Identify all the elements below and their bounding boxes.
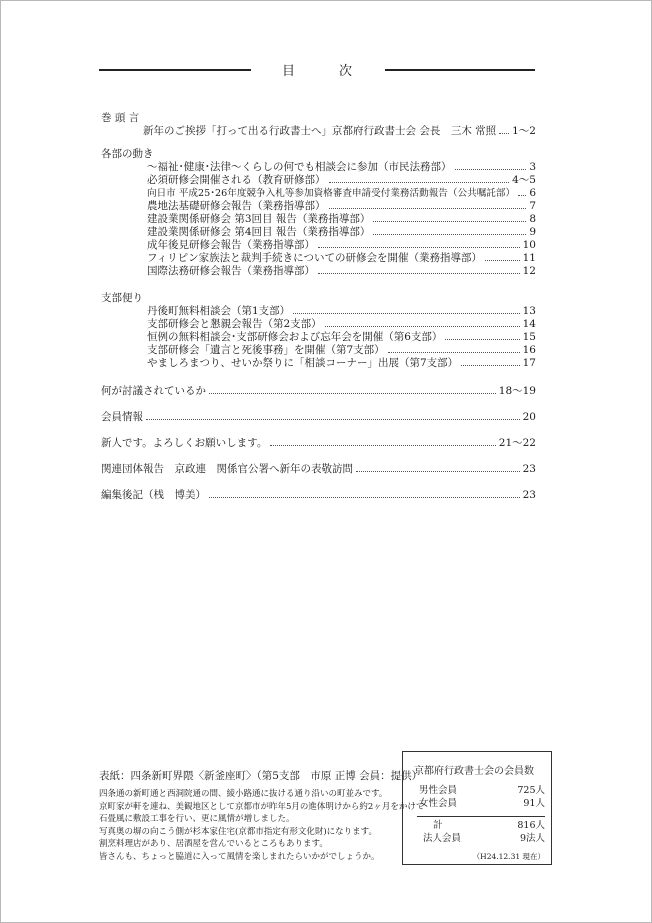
toc-entry[interactable] — [101, 174, 536, 187]
entry-label: 必須研修会開催される（教育研修部） — [147, 174, 326, 186]
cover-line: 四条通の新町通と西洞院通の間、綾小路通に抜ける通り沿いの町並みです。 — [99, 789, 388, 799]
total-rule — [417, 816, 545, 817]
toc-entry[interactable] — [101, 265, 536, 278]
member-row-female — [419, 798, 545, 810]
entry-page: 9 — [529, 226, 536, 238]
dot-leader — [318, 239, 520, 248]
dot-leader — [209, 385, 496, 394]
cover-line: 割烹料理店があり、居酒屋を営んでいるところもあります。 — [99, 839, 328, 850]
toc-entry[interactable] — [101, 213, 536, 226]
toc-section-preface — [101, 112, 536, 138]
entry-label: 支部研修会と懇親会報告（第2支部） — [147, 318, 322, 330]
toc-entry[interactable] — [101, 318, 536, 331]
toc-entry[interactable] — [101, 489, 536, 502]
entry-page: 3 — [529, 161, 536, 173]
entry-page: 1～2 — [512, 125, 536, 137]
member-label: 計 — [433, 820, 443, 831]
entry-label: ～福祉･健康･法律～くらしの何でも相談会に参加（市民法務部） — [147, 161, 452, 173]
entry-label: 会員情報 — [101, 411, 143, 423]
toc-entry[interactable] — [101, 331, 536, 344]
member-label: 法人会員 — [423, 833, 462, 844]
section-heading: 各部の動き — [101, 148, 154, 160]
dot-leader — [318, 265, 520, 274]
entry-label: 向日市 平成25･26年度競争入札等参加資格審査申請受付業務活動報告（公共嘱託部） — [147, 188, 516, 199]
member-value: 816人 — [517, 820, 545, 831]
entry-page: 17 — [522, 357, 536, 369]
toc-entry[interactable] — [101, 187, 536, 200]
cover-line: 写真奥の塀の向こう側が杉本家住宅(京都市指定有形文化財)になります。 — [99, 826, 377, 837]
entry-page: 15 — [522, 331, 536, 343]
entry-label: 建設業関係研修会 第3回目 報告（業務指導部） — [147, 213, 371, 225]
member-value: 725人 — [517, 785, 545, 796]
entry-page: 4～5 — [512, 174, 536, 186]
member-row-total — [419, 820, 545, 832]
entry-page: 13 — [522, 305, 536, 317]
member-count-date: （H24.12.31 現在） — [472, 852, 545, 861]
toc-entry[interactable] — [101, 357, 536, 370]
entry-page: 18～19 — [498, 385, 536, 397]
cover-caption — [99, 770, 425, 864]
entry-page: 6 — [529, 187, 536, 199]
toc-entry[interactable] — [101, 411, 536, 424]
dot-leader — [445, 331, 519, 340]
entry-label: 農地法基礎研修会報告（業務指導部） — [147, 200, 326, 212]
member-row-male — [419, 785, 545, 797]
entry-label: 成年後見研修会報告（業務指導部） — [147, 239, 315, 251]
toc-entry[interactable] — [101, 125, 536, 138]
title-char-1: 目 — [282, 64, 296, 79]
dot-leader — [373, 213, 526, 222]
entry-page: 12 — [522, 265, 536, 277]
entry-page: 20 — [522, 411, 536, 423]
entry-label: フィリピン家族法と裁判手続きについての研修会を開催（業務指導部） — [147, 252, 482, 264]
member-box-title: 京都府行政書士会の会員数 — [414, 766, 534, 777]
member-label: 男性会員 — [419, 785, 458, 796]
cover-line: 皆さんも、ちょっと脇道に入って風情を楽しまれたらいかがでしょうか。 — [99, 851, 380, 862]
toc-entry[interactable] — [101, 252, 536, 265]
entry-label: 新年のご挨拶「打って出る行政書士へ」京都府行政書士会 会長 三木 常照 — [143, 125, 497, 137]
toc-entry[interactable] — [101, 161, 536, 174]
entry-label: 編集後記（桟 博美） — [101, 489, 206, 501]
toc-entry[interactable] — [101, 226, 536, 239]
dot-leader — [146, 411, 520, 420]
entry-label: やましろまつり、せいか祭りに「相談コーナー」出展（第7支部） — [147, 357, 459, 369]
cover-line: 石畳風に敷設工事を行い、更に風情が増しました。 — [99, 814, 295, 825]
toc-section-departments — [101, 148, 536, 278]
title-char-2: 次 — [339, 64, 353, 79]
dot-leader — [485, 252, 520, 261]
dot-leader — [293, 305, 519, 314]
dot-leader — [329, 200, 527, 209]
entry-page: 7 — [529, 200, 536, 212]
toc-entry[interactable] — [101, 437, 536, 450]
dot-leader — [388, 344, 520, 353]
entry-page: 10 — [522, 239, 536, 251]
cover-title: 表紙：四条新町界隈〈新釜座町〉（第5支部 市原 正博 会員：提供） — [99, 770, 423, 782]
entry-page: 23 — [522, 463, 536, 475]
dot-leader — [461, 357, 519, 366]
member-count-box — [402, 751, 552, 865]
dot-leader — [270, 437, 495, 446]
member-value: 9法人 — [519, 833, 545, 844]
section-heading: 支部便り — [101, 292, 143, 304]
dot-leader — [325, 318, 520, 327]
title-rule-left — [99, 69, 251, 71]
dot-leader — [455, 161, 527, 170]
entry-label: 丹後町無料相談会（第1支部） — [147, 305, 291, 317]
toc-entry[interactable] — [101, 239, 536, 252]
entry-label: 支部研修会「遺言と死後事務」を開催（第7支部） — [147, 344, 385, 356]
entry-label: 関連団体報告 京政連 関係官公署へ新年の表敬訪問 — [101, 463, 353, 475]
dot-leader — [209, 489, 520, 498]
entry-page: 14 — [522, 318, 536, 330]
dot-leader — [356, 463, 520, 472]
toc-entry[interactable] — [101, 463, 536, 476]
toc-entry[interactable] — [101, 200, 536, 213]
entry-label: 何が討議されているか — [101, 385, 206, 397]
entry-page: 8 — [529, 213, 536, 225]
entry-label: 国際法務研修会報告（業務指導部） — [147, 265, 315, 277]
entry-page: 21～22 — [498, 437, 536, 449]
cover-description — [99, 788, 425, 864]
entry-page: 23 — [522, 489, 536, 501]
toc-entry[interactable] — [101, 385, 536, 398]
dot-leader — [518, 187, 526, 196]
toc-section-branches — [101, 292, 536, 370]
dot-leader — [499, 125, 509, 134]
entry-page: 11 — [522, 252, 536, 264]
entry-label: 新人です。よろしくお願いします。 — [101, 437, 268, 449]
entry-label: 恒例の無料相談会･支部研修会および忘年会を開催（第6支部） — [147, 331, 443, 343]
table-of-contents — [101, 112, 536, 502]
member-row-corporate — [419, 833, 545, 845]
member-label: 女性会員 — [419, 798, 458, 809]
entry-page: 16 — [522, 344, 536, 356]
cover-line: 京町家が軒を連ね、美観地区として京都市が昨年5月の進体明けから約2ヶ月をかけて — [99, 801, 425, 812]
title-rule-right — [385, 69, 535, 71]
section-heading: 巻 頭 言 — [101, 112, 140, 124]
toc-entry[interactable] — [101, 305, 536, 318]
dot-leader — [329, 174, 510, 183]
member-value: 91人 — [523, 798, 545, 809]
toc-entry[interactable] — [101, 344, 536, 357]
entry-label: 建設業関係研修会 第4回目 報告（業務指導部） — [147, 226, 371, 238]
toc-title — [99, 59, 535, 81]
dot-leader — [373, 226, 526, 235]
